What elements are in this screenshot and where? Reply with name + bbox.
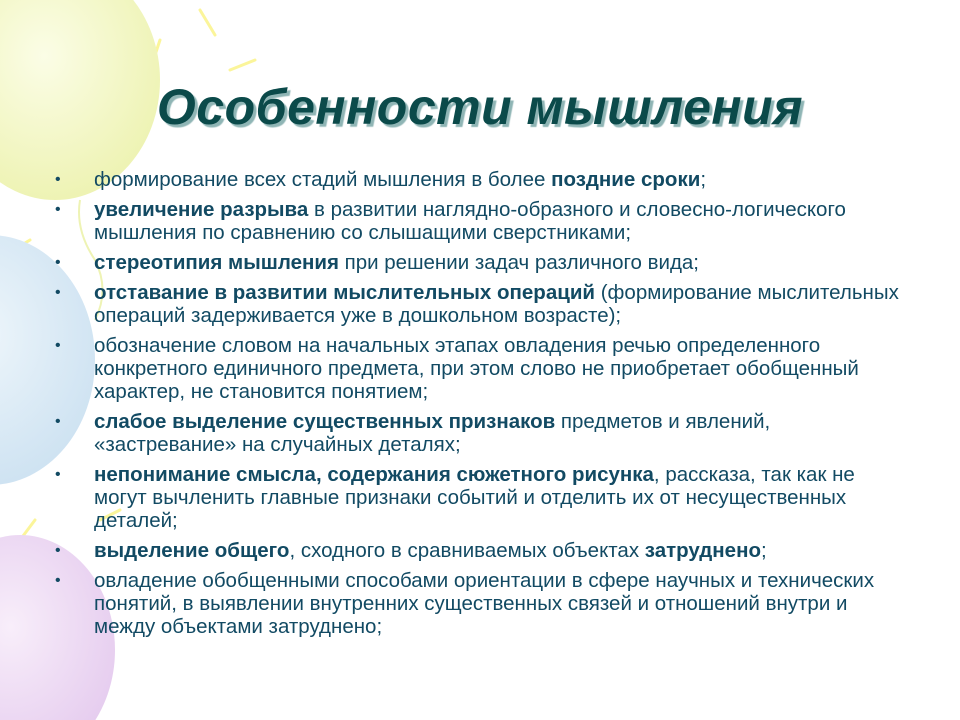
bullet-item — [50, 539, 910, 562]
bullet-text: овладение обобщенными способами ориентации в сфере научных и технических понятий, в выявлении внутренних существенных связей и отношений внутри и между объектами затруднено; — [94, 569, 875, 638]
bullet-item — [50, 281, 910, 327]
bullet-text: обозначение словом на начальных этапах овладения речью определенного конкретного единичного предмета, при этом слово не приобретает обобщенный характер, не становится понятием; — [94, 334, 859, 403]
bullet-item — [50, 198, 910, 244]
bullet-emphasis: отставание в развитии мыслительных операций — [94, 281, 596, 304]
bullet-emphasis: выделение общего — [94, 539, 290, 562]
bullet-emphasis: стереотипия мышления — [94, 251, 339, 274]
bullet-icon: • — [55, 201, 61, 218]
bullet-item — [50, 569, 910, 638]
bullet-icon: • — [55, 284, 61, 301]
bullet-text: ; — [761, 539, 767, 562]
bullet-icon: • — [55, 572, 61, 589]
bullet-text: в развитии наглядно-образного и словесно-логического мышления по сравнению со слышащими сверстниками; — [94, 198, 846, 244]
bullet-text: , рассказа, так как не могут вычленить главные признаки событий и отделить их от несущественных деталей; — [94, 463, 855, 532]
bullet-emphasis: увеличение разрыва — [94, 198, 309, 221]
bullet-text: предметов и явлений, «застревание» на случайных деталях; — [94, 410, 771, 456]
bullet-emphasis: затруднено — [644, 539, 761, 562]
bullet-list — [50, 168, 910, 645]
bullet-text: при решении задач различного вида; — [338, 251, 700, 274]
bullet-icon: • — [55, 413, 61, 430]
bullet-item — [50, 168, 910, 191]
bullet-icon: • — [55, 466, 61, 483]
bullet-item — [50, 334, 910, 403]
bullet-text: формирование всех стадий мышления в более — [94, 168, 552, 191]
bullet-emphasis: поздние сроки — [551, 168, 701, 191]
bullet-text: ; — [700, 168, 707, 191]
bullet-icon: • — [55, 542, 61, 559]
bullet-item — [50, 410, 910, 456]
bullet-text: (формирование мыслительных операций задерживается уже в дошкольном возрасте); — [94, 281, 899, 327]
slide-title: Особенности мышления — [156, 79, 804, 135]
bullet-emphasis: непонимание смысла, содержания сюжетного рисунка — [94, 463, 654, 486]
bullet-text: , сходного в сравниваемых объектах — [289, 539, 645, 562]
bullet-icon: • — [55, 171, 61, 188]
bullet-emphasis: слабое выделение существенных признаков — [94, 410, 556, 433]
bullet-icon: • — [55, 337, 61, 354]
bullet-item — [50, 251, 910, 274]
bullet-icon: • — [55, 254, 61, 271]
bullet-item — [50, 463, 910, 532]
